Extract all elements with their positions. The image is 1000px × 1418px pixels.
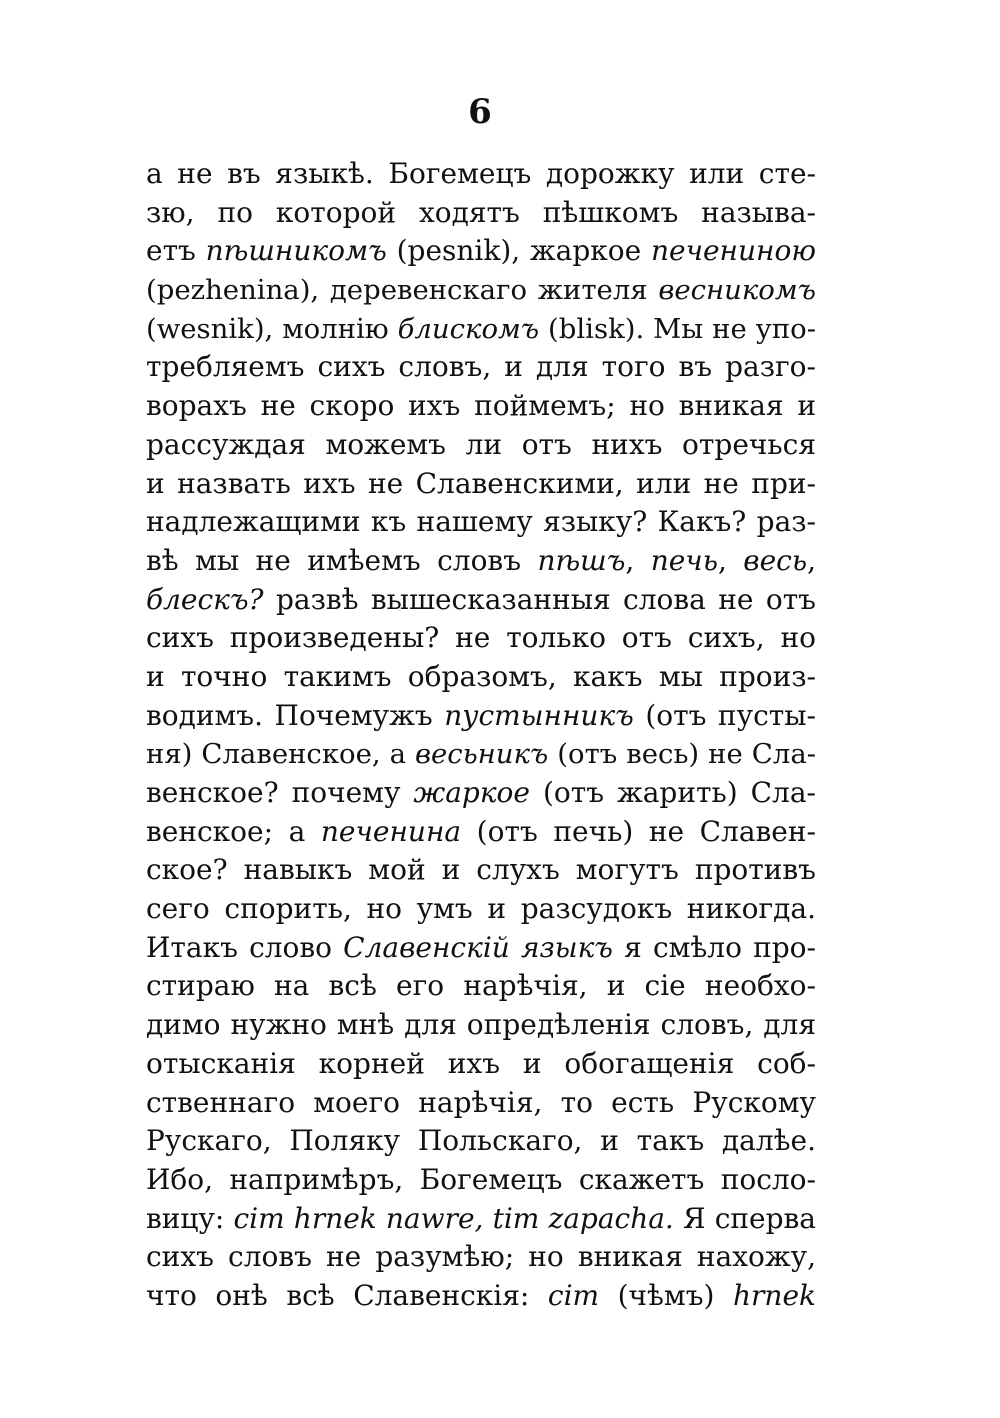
text-line (146, 774, 816, 813)
text-segment: , (625, 543, 651, 577)
text-line (146, 1045, 816, 1084)
text-segment: венское? почему (146, 776, 414, 809)
text-segment: и точно такимъ образомъ, какъ мы произ- (146, 659, 816, 693)
text-line (146, 542, 816, 581)
text-segment: отысканія корней ихъ и обогащенія соб- (146, 1046, 816, 1080)
text-line (146, 155, 816, 194)
text-line (146, 890, 816, 929)
italic-text: cim hrnek nawre, tim zapacha. (233, 1201, 674, 1235)
text-segment: развѣ вышесказанныя слова не отъ (263, 582, 816, 616)
page-number: 6 (468, 92, 492, 132)
text-segment: а не въ языкѣ. Богемецъ дорожку или сте- (146, 157, 816, 190)
text-segment: ственнаго моего нарѣчія, то есть Рускому (146, 1085, 816, 1119)
text-segment: ня) Славенское, а (146, 738, 416, 771)
text-segment: димо нужно мнѣ для опредѣленія словъ, для (146, 1008, 816, 1042)
italic-text: блискомъ (397, 312, 540, 345)
italic-text: печениною (650, 234, 816, 268)
text-line (146, 1238, 816, 1277)
text-line (146, 271, 816, 310)
text-segment: сихъ словъ не разумѣю; но вникая нахожу, (146, 1240, 816, 1274)
text-segment: требляемъ сихъ словъ, и для того въ разго- (146, 350, 816, 384)
text-segment: (blisk). Мы не упо- (539, 312, 816, 345)
text-segment: (отъ жарить) Сла- (529, 776, 816, 809)
text-line (146, 581, 816, 620)
text-line (146, 1084, 816, 1123)
text-segment: (отъ пусты- (633, 698, 816, 732)
text-segment: Я сперва (673, 1201, 816, 1235)
italic-text: блескъ? (146, 582, 264, 616)
italic-text: пѣшъ (537, 543, 626, 577)
text-segment: Рускаго, Поляку Польскаго, и такъ далѣе. (146, 1124, 816, 1158)
text-segment: ворахъ не скоро ихъ поймемъ; но вникая и (146, 389, 816, 423)
text-segment: (pesnik), жаркое (386, 234, 651, 268)
text-segment: зю, по которой ходятъ пѣшкомъ называ- (146, 195, 816, 229)
text-line (146, 813, 816, 852)
text-line (146, 851, 816, 890)
text-line (146, 310, 816, 349)
text-segment: (wesnik), молнію (146, 312, 398, 345)
text-segment: Итакъ слово (146, 930, 344, 964)
italic-text: hrnek (733, 1278, 816, 1312)
text-segment: (отъ печь) не Славен- (461, 814, 816, 848)
text-line (146, 426, 816, 465)
italic-text: пустынникъ (444, 698, 634, 732)
text-line (146, 1200, 816, 1239)
italic-text: cim (547, 1278, 600, 1312)
text-line (146, 232, 816, 271)
italic-text: жаркое (413, 776, 530, 809)
text-line (146, 194, 816, 233)
body-text (146, 155, 816, 1316)
text-segment: я смѣло про- (612, 930, 817, 964)
italic-text: Славенскій языкъ (343, 930, 613, 964)
text-line (146, 387, 816, 426)
text-segment: (чѣмъ) (599, 1278, 733, 1312)
text-segment: вѣ мы не имѣемъ словъ (146, 543, 538, 577)
text-line (146, 619, 816, 658)
text-segment: венское; а (146, 814, 321, 848)
text-line (146, 1006, 816, 1045)
text-segment: стираю на всѣ его нарѣчія, и сіе необхо- (146, 969, 816, 1003)
text-segment: вицу: (146, 1201, 234, 1235)
italic-text: пѣшникомъ (205, 234, 387, 268)
text-segment: сихъ произведены? не только отъ сихъ, но (146, 621, 816, 655)
text-segment: ское? навыкъ мой и слухъ могутъ противъ (146, 853, 816, 887)
text-line (146, 503, 816, 542)
text-segment: и назвать ихъ не Славенскими, или не при- (146, 466, 816, 500)
italic-text: весьникъ (415, 738, 549, 771)
text-line (146, 658, 816, 697)
text-segment: водимъ. Почемужъ (146, 698, 445, 732)
text-segment: (pezhenina), деревенскаго жителя (146, 274, 659, 307)
italic-text: печенина (320, 814, 462, 848)
text-segment: , (807, 543, 816, 577)
text-line (146, 348, 816, 387)
text-line (146, 1161, 816, 1200)
italic-text: весникомъ (658, 274, 816, 307)
text-segment: етъ (146, 234, 206, 268)
text-line (146, 465, 816, 504)
text-line (146, 1122, 816, 1161)
text-line (146, 735, 816, 774)
text-segment: надлежащими къ нашему языку? Какъ? раз- (146, 505, 816, 539)
text-segment: сего спорить, но умъ и разсудокъ никогда. (146, 892, 816, 926)
text-line (146, 929, 816, 968)
italic-text: весь (743, 543, 808, 577)
text-segment: (отъ весь) не Сла- (548, 738, 817, 771)
text-line (146, 1277, 816, 1316)
text-line (146, 697, 816, 736)
italic-text: печь (650, 543, 718, 577)
text-segment: рассуждая можемъ ли отъ нихъ отречься (146, 427, 816, 461)
text-segment: , (717, 543, 744, 577)
text-segment: Ибо, напримѣръ, Богемецъ скажетъ посло- (146, 1162, 816, 1196)
text-line (146, 967, 816, 1006)
text-segment: что онѣ всѣ Славенскія: (146, 1278, 548, 1312)
